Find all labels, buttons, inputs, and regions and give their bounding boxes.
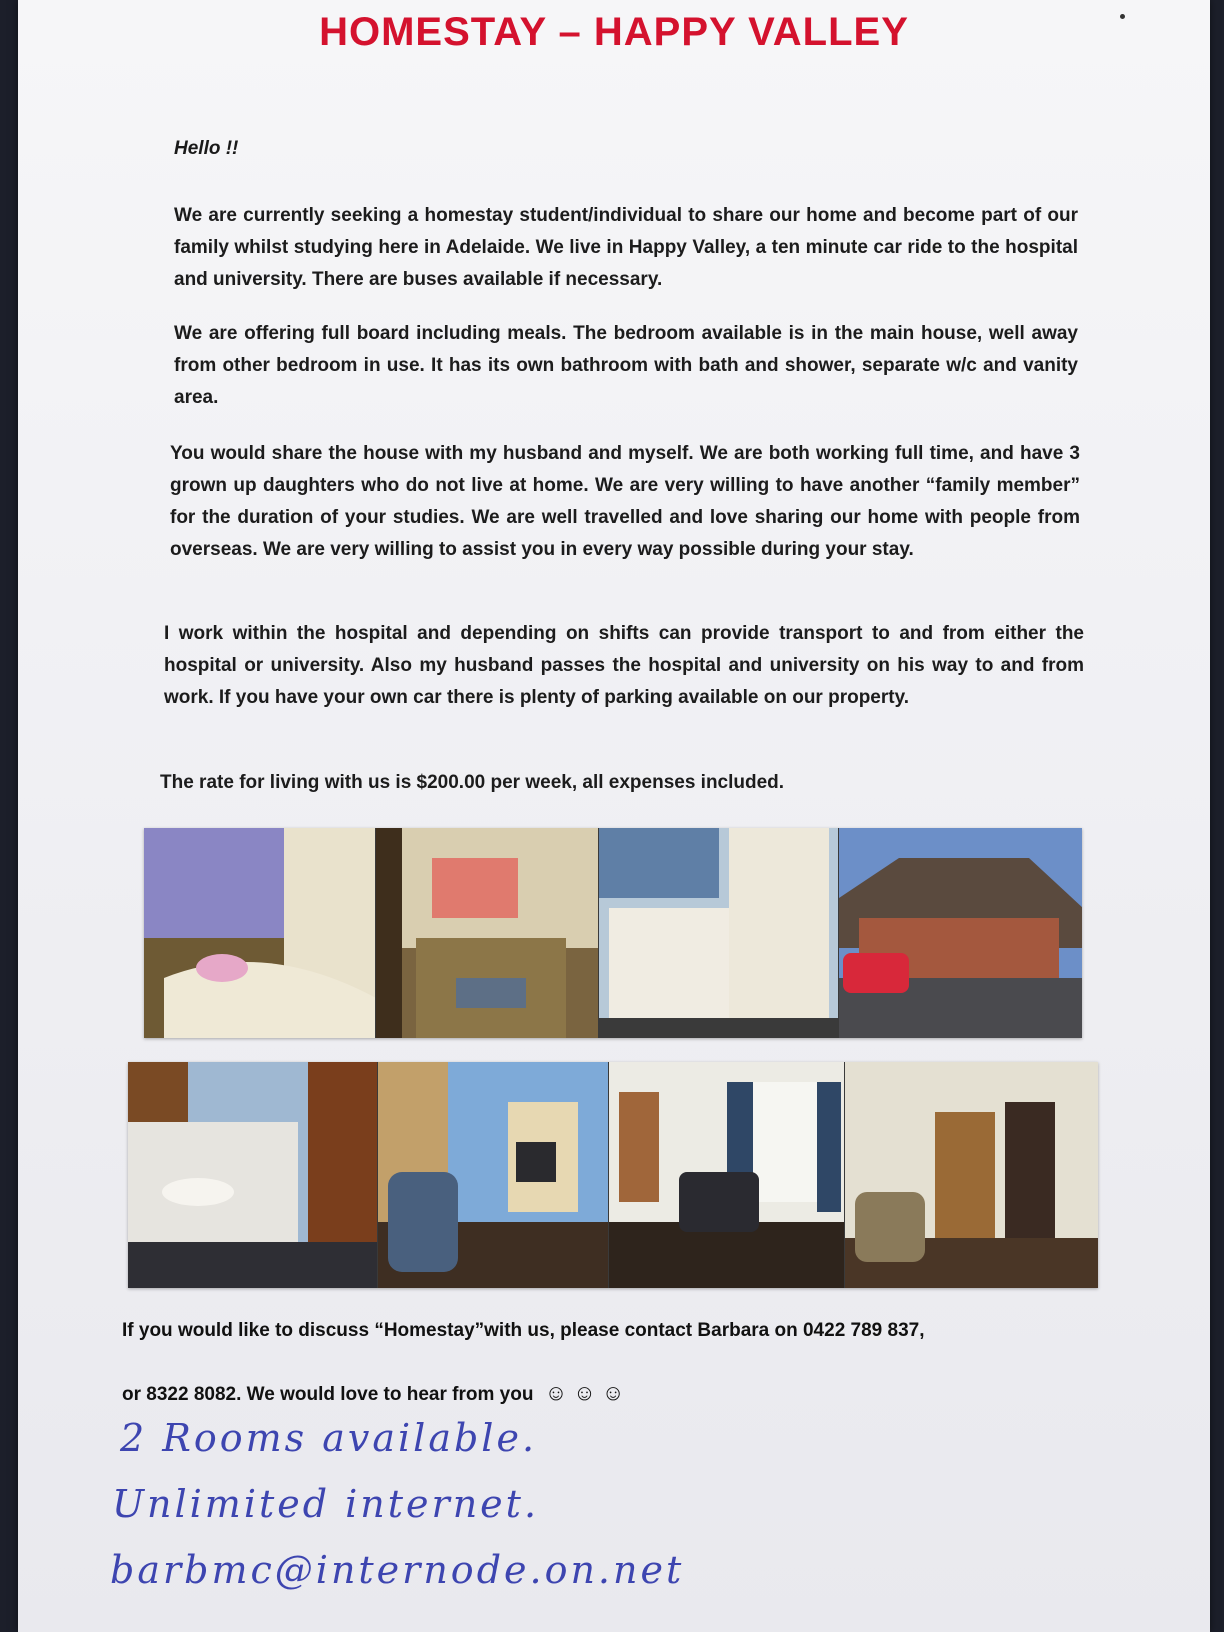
handwritten-internet: Unlimited internet. [112, 1482, 540, 1526]
paragraph-board: We are offering full board including meals. The bedroom available is in the main house, well away from other bedroom in use. It has its own bathroom with bath and shower, separate w/c and vanity area. [174, 323, 1078, 408]
photo-dining-room [376, 828, 598, 1038]
photo-house-exterior [839, 828, 1082, 1038]
weekly-rate: The rate for living with us is $200.00 per week, all expenses included. [160, 772, 785, 793]
flyer-title: HOMESTAY – HAPPY VALLEY [319, 10, 909, 54]
photo-lounge [609, 1062, 845, 1288]
photo-study [845, 1062, 1098, 1288]
paragraph-transport: I work within the hospital and depending on shifts can provide transport to and from either the hospital or university. Also my husband passes the hospital and university on his way to and from work. If you have your own car there is plenty of parking available on our property. [164, 623, 1084, 708]
contact-line-1: If you would like to discuss “Homestay”with us, please contact Barbara on 0422 789 837, [122, 1320, 925, 1341]
photo-bathroom [599, 828, 839, 1038]
photo-strip-top [144, 828, 1082, 1038]
contact-line-2 [122, 1380, 624, 1406]
photo-living-room [378, 1062, 608, 1288]
flyer-page [18, 0, 1210, 1632]
greeting: Hello !! [174, 138, 239, 159]
photo-vanity [128, 1062, 378, 1288]
paragraph-family: You would share the house with my husband and myself. We are both working full time, and have 3 grown up daughters who do not live at home. We are very willing to have another “family member” for the duration of your studies. We are well travelled and love sharing our home with people from overseas. We are very willing to assist you in every way possible during your stay. [170, 443, 1080, 560]
handwritten-email: barbmc@internode.on.net [110, 1548, 685, 1592]
contact-line-2-text: or 8322 8082. We would love to hear from you [122, 1384, 534, 1405]
photo-bedroom [144, 828, 376, 1038]
photo-strip-bottom [128, 1062, 1098, 1288]
paragraph-intro: We are currently seeking a homestay student/individual to share our home and become part of our family whilst studying here in Adelaide. We live in Happy Valley, a ten minute car ride to the hospital and university. There are buses available if necessary. [174, 205, 1078, 290]
handwritten-rooms: 2 Rooms available. [120, 1416, 538, 1460]
smiley-icons: ☺ ☺ ☺ [544, 1380, 625, 1405]
